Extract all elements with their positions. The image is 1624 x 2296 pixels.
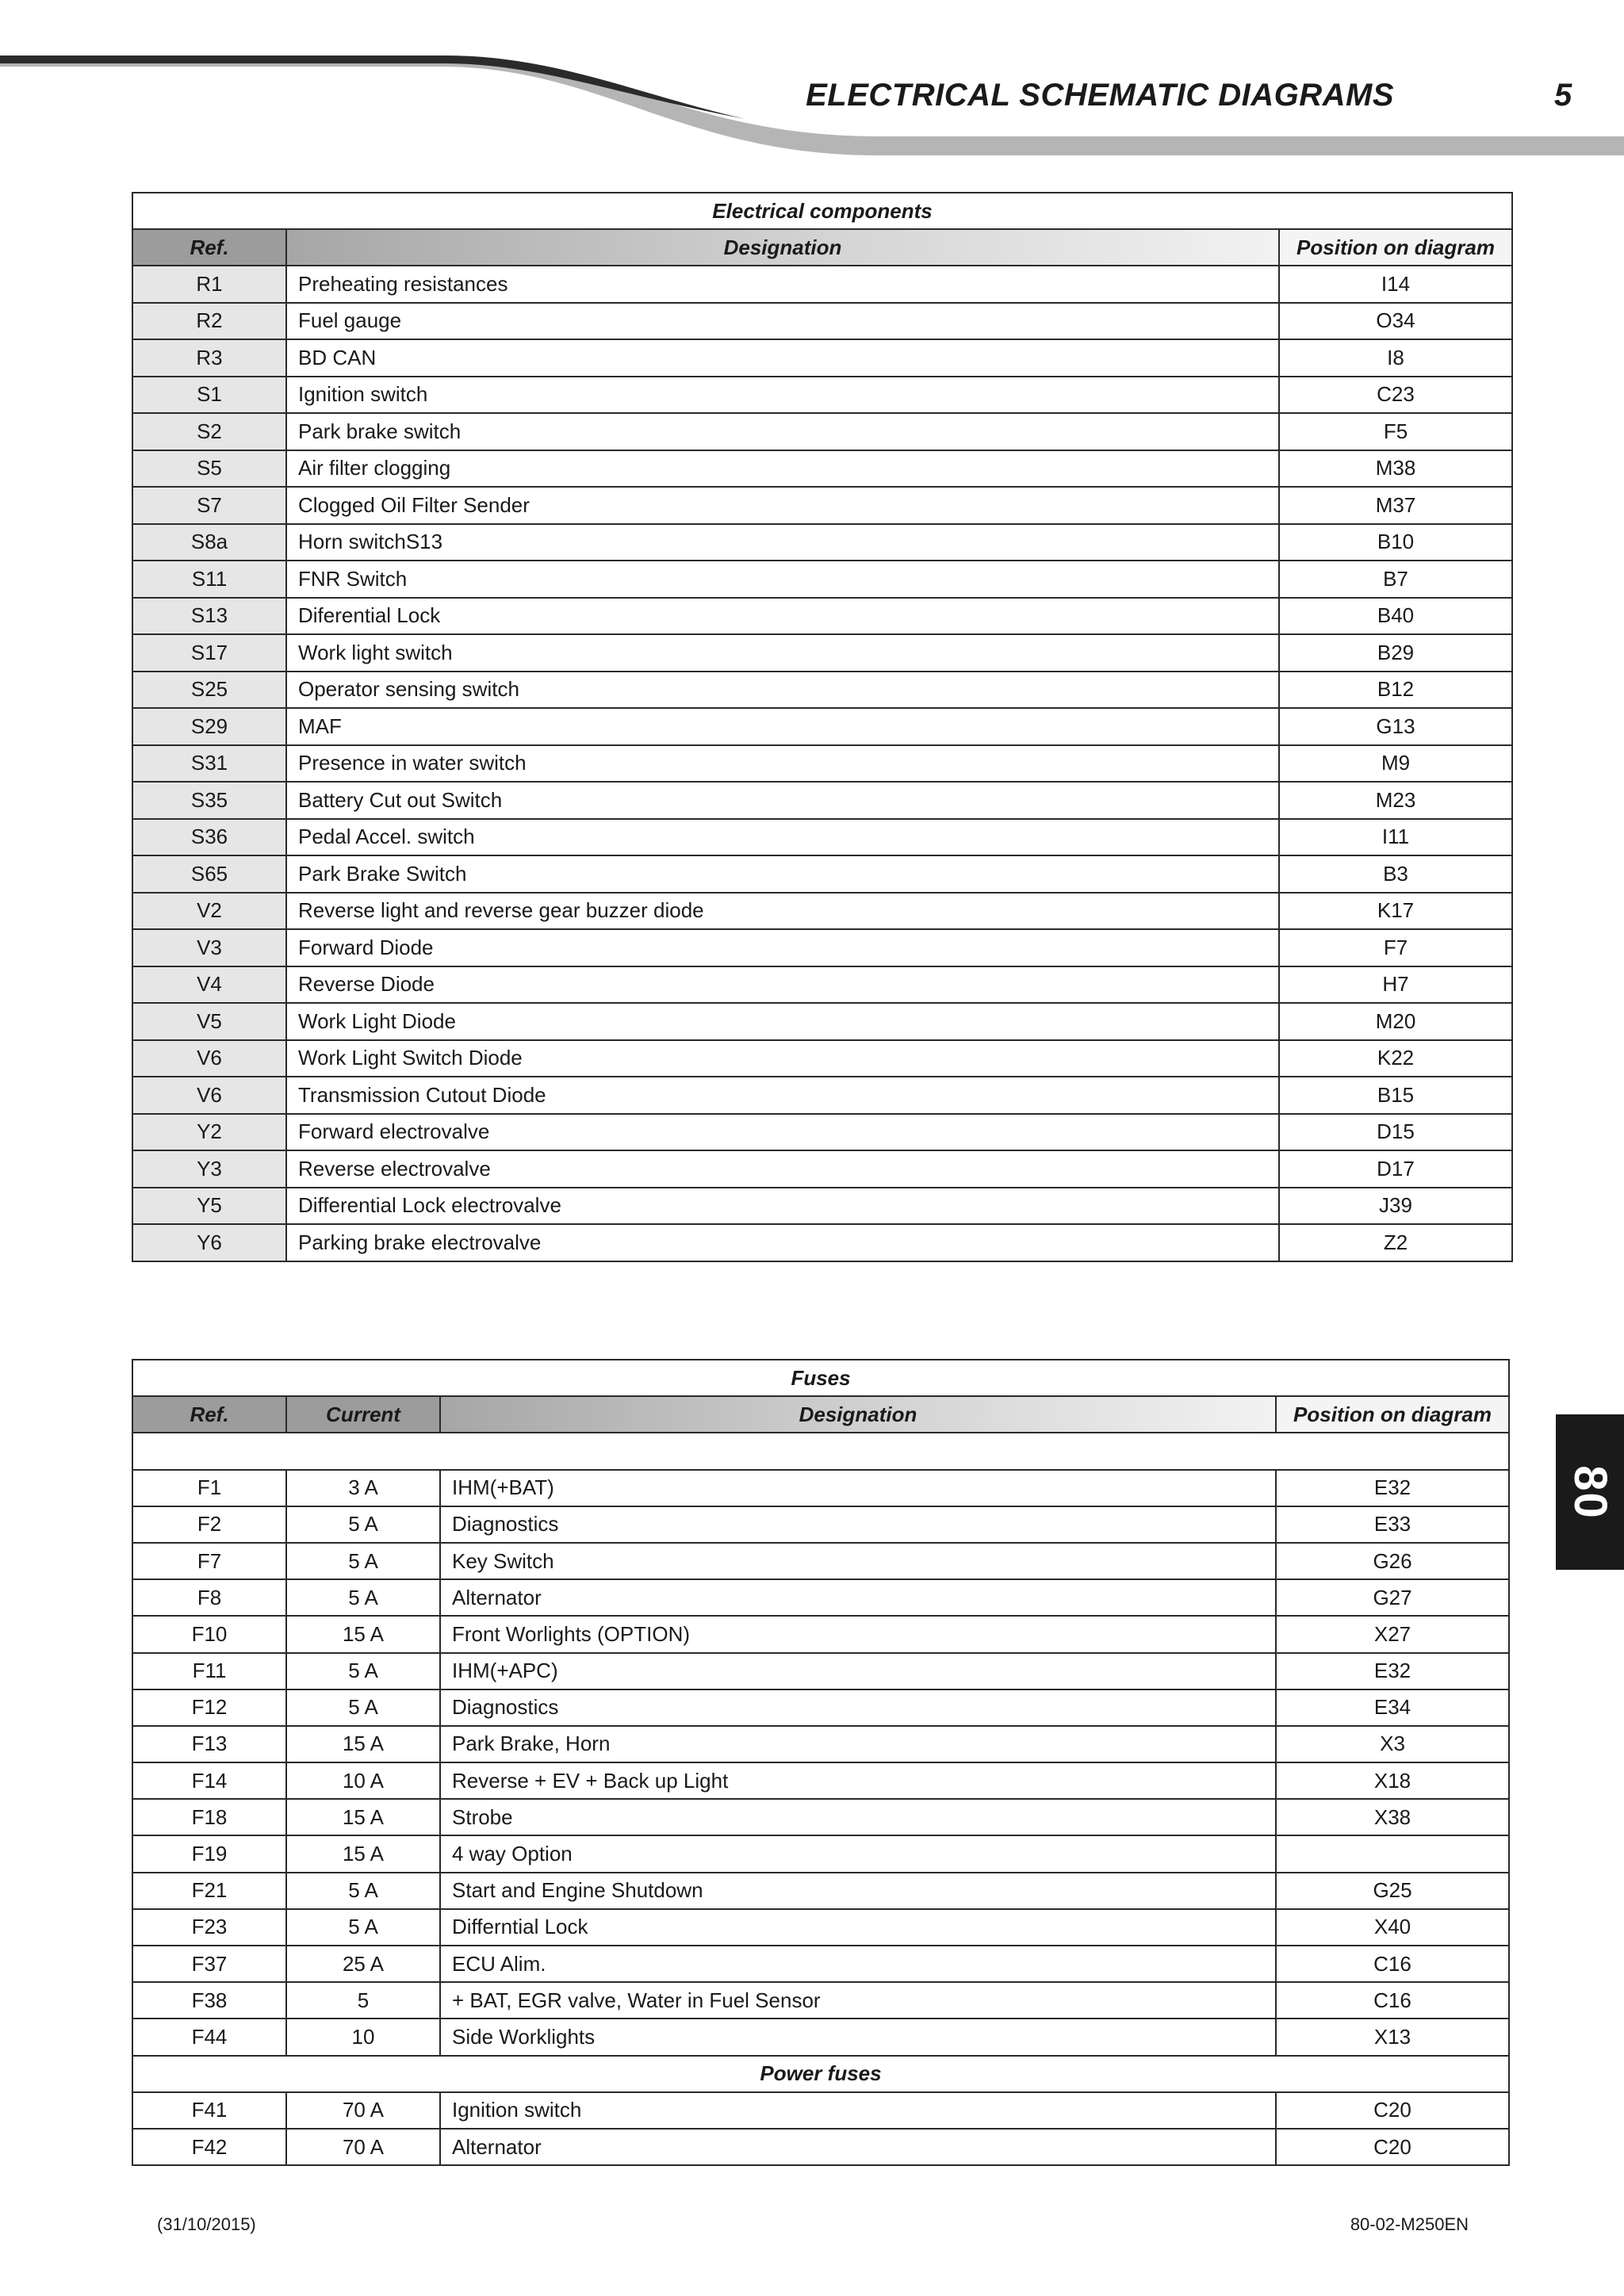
table-row: [132, 819, 1512, 856]
designation-cell: Transmission Cutout Diode: [286, 1077, 1279, 1114]
ref-cell: S2: [132, 413, 286, 450]
table-row: [132, 1726, 1509, 1762]
position-cell: B10: [1279, 524, 1512, 561]
position-cell: B3: [1279, 855, 1512, 893]
ref-cell: S31: [132, 745, 286, 783]
table-row: [132, 634, 1512, 672]
ref-cell: F37: [132, 1946, 286, 1982]
position-cell: F7: [1279, 929, 1512, 966]
column-header-designation: Designation: [440, 1396, 1276, 1433]
table-row: [132, 2019, 1509, 2055]
ref-cell: R3: [132, 339, 286, 377]
current-cell: 5 A: [286, 1653, 440, 1689]
table-row: [132, 1506, 1509, 1543]
designation-cell: Ignition switch: [440, 2092, 1276, 2129]
designation-cell: Air filter clogging: [286, 450, 1279, 488]
designation-cell: Battery Cut out Switch: [286, 782, 1279, 819]
position-cell: X13: [1276, 2019, 1509, 2055]
position-cell: [1276, 1835, 1509, 1872]
position-cell: K22: [1279, 1040, 1512, 1077]
position-cell: D17: [1279, 1150, 1512, 1188]
table-row: [132, 1224, 1512, 1261]
designation-cell: FNR Switch: [286, 561, 1279, 598]
table-row: [132, 561, 1512, 598]
table-row: [132, 893, 1512, 930]
designation-cell: Reverse Diode: [286, 966, 1279, 1004]
current-cell: 15 A: [286, 1835, 440, 1872]
section-tab: [1556, 1414, 1624, 1570]
ref-cell: F21: [132, 1873, 286, 1909]
current-cell: 70 A: [286, 2092, 440, 2129]
current-cell: 10: [286, 2019, 440, 2055]
table-row: [132, 1873, 1509, 1909]
designation-cell: Front Worlights (OPTION): [440, 1616, 1276, 1652]
table-row: [132, 1982, 1509, 2019]
position-cell: M37: [1279, 487, 1512, 524]
current-cell: 70 A: [286, 2129, 440, 2165]
ref-cell: F23: [132, 1909, 286, 1946]
position-cell: X38: [1276, 1799, 1509, 1835]
designation-cell: Reverse + EV + Back up Light: [440, 1762, 1276, 1799]
ref-cell: S7: [132, 487, 286, 524]
position-cell: I8: [1279, 339, 1512, 377]
designation-cell: Diagnostics: [440, 1689, 1276, 1726]
power-fuses-title: Power fuses: [132, 2056, 1509, 2092]
ref-cell: V4: [132, 966, 286, 1004]
ref-cell: S8a: [132, 524, 286, 561]
blank-cell: [132, 1433, 1509, 1469]
current-cell: 10 A: [286, 1762, 440, 1799]
table-row: [132, 598, 1512, 635]
designation-cell: Side Worklights: [440, 2019, 1276, 2055]
ref-cell: V3: [132, 929, 286, 966]
current-cell: 25 A: [286, 1946, 440, 1982]
table-row: [132, 855, 1512, 893]
electrical-components-table: [132, 192, 1513, 1262]
position-cell: F5: [1279, 413, 1512, 450]
designation-cell: BD CAN: [286, 339, 1279, 377]
designation-cell: Parking brake electrovalve: [286, 1224, 1279, 1261]
position-cell: C20: [1276, 2129, 1509, 2165]
position-cell: J39: [1279, 1188, 1512, 1225]
designation-cell: Diferential Lock: [286, 598, 1279, 635]
table-row: [132, 450, 1512, 488]
table-row: [132, 1799, 1509, 1835]
current-cell: 5 A: [286, 1873, 440, 1909]
table-row: [132, 1946, 1509, 1982]
ref-cell: V2: [132, 893, 286, 930]
table-row: [132, 1689, 1509, 1726]
ref-cell: F12: [132, 1689, 286, 1726]
current-cell: 3 A: [286, 1470, 440, 1506]
table-row: [132, 266, 1512, 303]
table-row: [132, 1114, 1512, 1151]
table-row: [132, 1188, 1512, 1225]
table-row: [132, 2129, 1509, 2165]
ref-cell: F13: [132, 1726, 286, 1762]
position-cell: X3: [1276, 1726, 1509, 1762]
designation-cell: Park brake switch: [286, 413, 1279, 450]
ref-cell: Y5: [132, 1188, 286, 1225]
current-cell: 15 A: [286, 1799, 440, 1835]
position-cell: E33: [1276, 1506, 1509, 1543]
position-cell: E32: [1276, 1470, 1509, 1506]
ref-cell: R1: [132, 266, 286, 303]
table-row: [132, 487, 1512, 524]
designation-cell: Operator sensing switch: [286, 672, 1279, 709]
fuses-table-body: [132, 1433, 1509, 2055]
current-cell: 5 A: [286, 1689, 440, 1726]
designation-cell: 4 way Option: [440, 1835, 1276, 1872]
designation-cell: Park Brake, Horn: [440, 1726, 1276, 1762]
current-cell: 15 A: [286, 1726, 440, 1762]
designation-cell: IHM(+APC): [440, 1653, 1276, 1689]
designation-cell: Clogged Oil Filter Sender: [286, 487, 1279, 524]
designation-cell: + BAT, EGR valve, Water in Fuel Sensor: [440, 1982, 1276, 2019]
position-cell: H7: [1279, 966, 1512, 1004]
designation-cell: IHM(+BAT): [440, 1470, 1276, 1506]
position-cell: B7: [1279, 561, 1512, 598]
position-cell: I11: [1279, 819, 1512, 856]
ref-cell: S5: [132, 450, 286, 488]
ref-cell: R2: [132, 303, 286, 340]
ref-cell: S29: [132, 708, 286, 745]
column-header-current: Current: [286, 1396, 440, 1433]
ref-cell: S17: [132, 634, 286, 672]
position-cell: X18: [1276, 1762, 1509, 1799]
current-cell: 5: [286, 1982, 440, 2019]
position-cell: D15: [1279, 1114, 1512, 1151]
ref-cell: Y2: [132, 1114, 286, 1151]
position-cell: X40: [1276, 1909, 1509, 1946]
table-row: [132, 1077, 1512, 1114]
fuses-table-title: Fuses: [132, 1360, 1509, 1396]
position-cell: C16: [1276, 1982, 1509, 2019]
ref-cell: V6: [132, 1040, 286, 1077]
table-row: [132, 1653, 1509, 1689]
table-row: [132, 966, 1512, 1004]
position-cell: G13: [1279, 708, 1512, 745]
designation-cell: Ignition switch: [286, 377, 1279, 414]
table-row: [132, 1470, 1509, 1506]
footer-document-code: 80-02-M250EN: [1350, 2214, 1469, 2234]
ref-cell: Y3: [132, 1150, 286, 1188]
table-row: [132, 708, 1512, 745]
column-header-ref: Ref.: [132, 229, 286, 266]
designation-cell: Forward Diode: [286, 929, 1279, 966]
position-cell: B29: [1279, 634, 1512, 672]
ref-cell: S11: [132, 561, 286, 598]
position-cell: C23: [1279, 377, 1512, 414]
ref-cell: S65: [132, 855, 286, 893]
page-number: 5: [1554, 78, 1572, 113]
ref-cell: F10: [132, 1616, 286, 1652]
ref-cell: F38: [132, 1982, 286, 2019]
position-cell: M9: [1279, 745, 1512, 783]
ref-cell: F8: [132, 1579, 286, 1616]
table-row: [132, 745, 1512, 783]
ref-cell: S35: [132, 782, 286, 819]
position-cell: I14: [1279, 266, 1512, 303]
current-cell: 5 A: [286, 1506, 440, 1543]
position-cell: G26: [1276, 1543, 1509, 1579]
position-cell: B40: [1279, 598, 1512, 635]
position-cell: G25: [1276, 1873, 1509, 1909]
position-cell: M38: [1279, 450, 1512, 488]
designation-cell: Strobe: [440, 1799, 1276, 1835]
designation-cell: Work Light Switch Diode: [286, 1040, 1279, 1077]
designation-cell: Forward electrovalve: [286, 1114, 1279, 1151]
designation-cell: Fuel gauge: [286, 303, 1279, 340]
table-row: [132, 782, 1512, 819]
position-cell: G27: [1276, 1579, 1509, 1616]
ref-cell: V6: [132, 1077, 286, 1114]
designation-cell: Reverse electrovalve: [286, 1150, 1279, 1188]
column-header-position: Position on diagram: [1276, 1396, 1509, 1433]
designation-cell: MAF: [286, 708, 1279, 745]
current-cell: 15 A: [286, 1616, 440, 1652]
ref-cell: F2: [132, 1506, 286, 1543]
designation-cell: Differntial Lock: [440, 1909, 1276, 1946]
table-row: [132, 1543, 1509, 1579]
position-cell: O34: [1279, 303, 1512, 340]
position-cell: E32: [1276, 1653, 1509, 1689]
ref-cell: F11: [132, 1653, 286, 1689]
position-cell: E34: [1276, 1689, 1509, 1726]
table-row: [132, 377, 1512, 414]
designation-cell: ECU Alim.: [440, 1946, 1276, 1982]
designation-cell: Key Switch: [440, 1543, 1276, 1579]
ref-cell: F19: [132, 1835, 286, 1872]
designation-cell: Differential Lock electrovalve: [286, 1188, 1279, 1225]
designation-cell: Work Light Diode: [286, 1003, 1279, 1040]
designation-cell: Work light switch: [286, 634, 1279, 672]
ref-cell: S1: [132, 377, 286, 414]
position-cell: B15: [1279, 1077, 1512, 1114]
table-row: [132, 303, 1512, 340]
column-header-designation: Designation: [286, 229, 1279, 266]
position-cell: M23: [1279, 782, 1512, 819]
ref-cell: F41: [132, 2092, 286, 2129]
position-cell: K17: [1279, 893, 1512, 930]
fuses-table: [132, 1359, 1510, 2166]
blank-row: [132, 1433, 1509, 1469]
table-row: [132, 929, 1512, 966]
current-cell: 5 A: [286, 1909, 440, 1946]
designation-cell: Horn switchS13: [286, 524, 1279, 561]
current-cell: 5 A: [286, 1579, 440, 1616]
ref-cell: S36: [132, 819, 286, 856]
table-row: [132, 1150, 1512, 1188]
ref-cell: Y6: [132, 1224, 286, 1261]
designation-cell: Pedal Accel. switch: [286, 819, 1279, 856]
designation-cell: Presence in water switch: [286, 745, 1279, 783]
table-row: [132, 1762, 1509, 1799]
position-cell: M20: [1279, 1003, 1512, 1040]
column-header-position: Position on diagram: [1279, 229, 1512, 266]
components-table-title: Electrical components: [132, 193, 1512, 229]
designation-cell: Park Brake Switch: [286, 855, 1279, 893]
position-cell: X27: [1276, 1616, 1509, 1652]
position-cell: Z2: [1279, 1224, 1512, 1261]
ref-cell: F18: [132, 1799, 286, 1835]
table-row: [132, 1003, 1512, 1040]
designation-cell: Diagnostics: [440, 1506, 1276, 1543]
designation-cell: Preheating resistances: [286, 266, 1279, 303]
ref-cell: S25: [132, 672, 286, 709]
table-row: [132, 672, 1512, 709]
position-cell: C16: [1276, 1946, 1509, 1982]
position-cell: B12: [1279, 672, 1512, 709]
designation-cell: Start and Engine Shutdown: [440, 1873, 1276, 1909]
designation-cell: Alternator: [440, 1579, 1276, 1616]
table-row: [132, 524, 1512, 561]
footer-date: (31/10/2015): [157, 2214, 256, 2234]
column-header-ref: Ref.: [132, 1396, 286, 1433]
table-row: [132, 1040, 1512, 1077]
table-row: [132, 339, 1512, 377]
table-row: [132, 1616, 1509, 1652]
page-heading: ELECTRICAL SCHEMATIC DIAGRAMS: [806, 78, 1394, 113]
components-table-body: [132, 266, 1512, 1261]
ref-cell: F7: [132, 1543, 286, 1579]
ref-cell: F1: [132, 1470, 286, 1506]
position-cell: C20: [1276, 2092, 1509, 2129]
ref-cell: V5: [132, 1003, 286, 1040]
current-cell: 5 A: [286, 1543, 440, 1579]
section-tab-label: 80: [1564, 1464, 1616, 1520]
table-row: [132, 2092, 1509, 2129]
ref-cell: S13: [132, 598, 286, 635]
table-row: [132, 413, 1512, 450]
ref-cell: F42: [132, 2129, 286, 2165]
table-row: [132, 1909, 1509, 1946]
table-row: [132, 1835, 1509, 1872]
designation-cell: Reverse light and reverse gear buzzer diode: [286, 893, 1279, 930]
table-row: [132, 1579, 1509, 1616]
power-fuses-subheader-row: [132, 2056, 1509, 2092]
power-fuses-table-body: [132, 2056, 1509, 2166]
ref-cell: F14: [132, 1762, 286, 1799]
designation-cell: Alternator: [440, 2129, 1276, 2165]
ref-cell: F44: [132, 2019, 286, 2055]
